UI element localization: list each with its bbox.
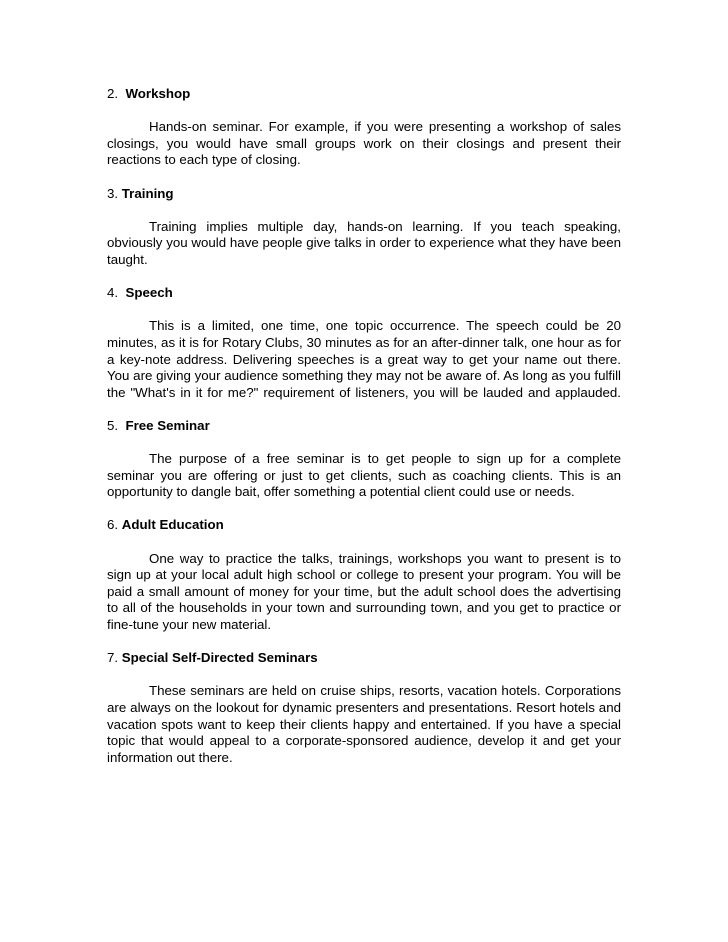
section-title: Speech: [125, 285, 173, 301]
section-training: [107, 186, 621, 269]
section-title: Adult Education: [121, 517, 224, 533]
section-body: One way to practice the talks, trainings, workshops you want to present is to sign up at your local adult high school or college to present your program. You will be paid a small amount of money for your time, but the adult school does the advertising to all of the households in your town and surrounding town, and you get to practice or fine-tune your new material.: [107, 550, 621, 632]
section-heading: [107, 186, 621, 203]
section-number: 5.: [107, 417, 119, 433]
section-number: 4.: [107, 285, 119, 301]
section-number: 7.: [107, 650, 119, 666]
section-title: Training: [121, 185, 174, 201]
section-body: The purpose of a free seminar is to get people to sign up for a complete seminar you are offering or just to get clients, such as coaching clients. This is an opportunity to dangle bait, offer something a potential client could use or needs.: [107, 451, 621, 500]
section-heading: [107, 285, 621, 302]
section-self-directed-seminars: [107, 650, 621, 766]
section-body: These seminars are held on cruise ships, resorts, vacation hotels. Corporations are always on the lookout for dynamic presenters and presentations. Resort hotels and vacation spots want to keep their clients happy and entertained. If you have a special topic that would appeal to a corporate-sponsored audience, develop it and get your information out there.: [107, 683, 621, 765]
section-workshop: [107, 86, 621, 169]
section-number: 3.: [107, 185, 119, 201]
section-title: Special Self-Directed Seminars: [121, 650, 318, 666]
section-title: Free Seminar: [125, 417, 210, 433]
section-body: Training implies multiple day, hands-on learning. If you teach speaking, obviously you would have people give talks in order to experience what they have been taught.: [107, 218, 621, 267]
section-body: This is a limited, one time, one topic occurrence. The speech could be 20 minutes, as it is for Rotary Clubs, 30 minutes as for an after-dinner talk, one hour as for a key-note address. Delivering speeches is a great way to get your name out there. You are giving your audience something they may not be aware of. As long as you fulfill the "What's in it for me?" requirement of listeners, you will be lauded and applauded.: [107, 318, 621, 400]
section-free-seminar: [107, 418, 621, 501]
document-page: [107, 86, 621, 783]
section-body: Hands-on seminar. For example, if you were presenting a workshop of sales closings, you would have small groups work on their closings and present their reactions to each type of closing.: [107, 119, 621, 168]
section-title: Workshop: [125, 86, 191, 101]
section-number: 2.: [107, 86, 119, 101]
section-number: 6.: [107, 517, 119, 533]
section-adult-education: [107, 517, 621, 633]
section-heading: [107, 650, 621, 667]
section-heading: [107, 517, 621, 534]
section-heading: [107, 86, 621, 103]
section-speech: [107, 285, 621, 401]
section-heading: [107, 418, 621, 435]
